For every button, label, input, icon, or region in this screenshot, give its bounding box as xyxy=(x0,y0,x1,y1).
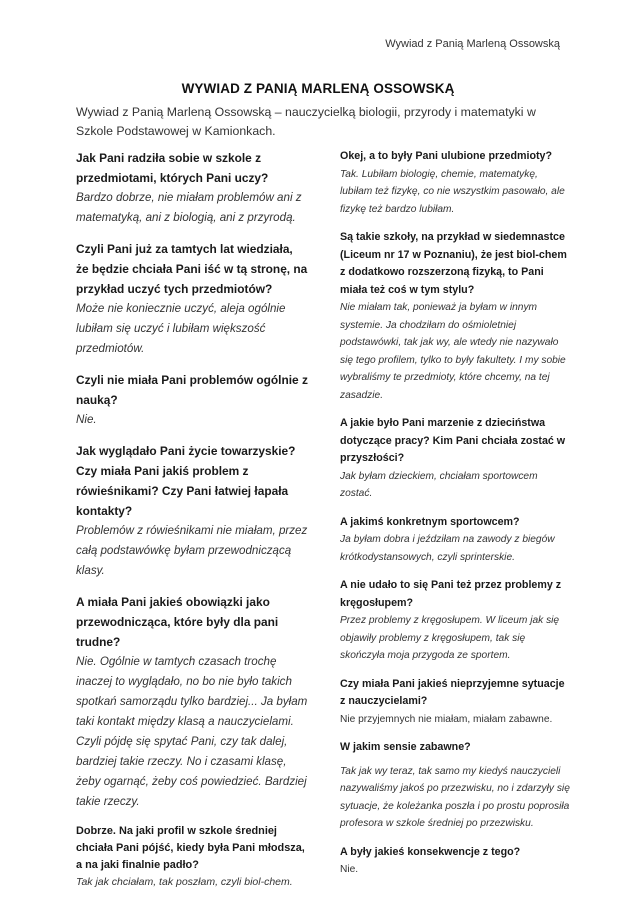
question: A nie udało to się Pani też przez problemy z kręgosłupem? xyxy=(340,579,562,609)
answer: Może nie koniecznie uczyć, aleja ogólnie lubiłam się uczyć i lubiłam większość przedmiotów. xyxy=(76,302,286,355)
intro-paragraph: Wywiad z Panią Marleną Ossowską – nauczycielką biologii, przyrody i matematyki w Szkole Podstawowej w Kamionkach. xyxy=(76,105,536,138)
answer: Przez problemy z kręgosłupem. W liceum jak się objawiły problemy z kręgosłupem, tak się skończyła moja przygoda ze sportem. xyxy=(340,615,560,661)
qa-item xyxy=(340,415,572,503)
answer: Jak byłam dzieckiem, chciałam sportowcem zostać. xyxy=(340,470,538,499)
question: A miała Pani jakieś obowiązki jako przewodnicząca, które były dla pani trudne? xyxy=(76,595,279,649)
answer: Tak. Lubiłam biologię, chemie, matematykę, lubiłam też fizykę, co nie wszystkim pasowało, ale fizykę też bardzo lubiłam. xyxy=(340,168,565,215)
right-column xyxy=(340,148,572,890)
question: Jak Pani radziła sobie w szkole z przedmiotami, których Pani uczy? xyxy=(76,151,269,185)
qa-item xyxy=(340,229,572,404)
qa-item xyxy=(340,844,572,879)
qa-item xyxy=(76,148,308,228)
qa-item xyxy=(340,148,572,218)
question: A jakie było Pani marzenie z dzieciństwa dotyczące pracy? Kim Pani chciała zostać w przyszłości? xyxy=(340,417,566,464)
answer: Ja byłam dobra i jeździłam na zawody z biegów krótkodystansowych, czyli sprinterskie. xyxy=(340,534,555,563)
answer: Bardzo dobrze, nie miałam problemów ani z matematyką, ani z biologią, ani z przyrodą. xyxy=(76,191,302,224)
answer: Nie miałam tak, ponieważ ja byłam w innym systemie. Ja chodziłam do ośmioletniej podstawówki, tak jak wy, ale wtedy nie nazywało się tego profilem, tylko to były fakultety. I my sobie wybraliśmy te przedmioty, które chcemy, na tej zasadzie. xyxy=(340,302,566,401)
question: A jakimś konkretnym sportowcem? xyxy=(340,515,520,528)
running-header: Wywiad z Panią Marleną Ossowską xyxy=(385,38,560,50)
answer: Nie. Ogólnie w tamtych czasach trochę inaczej to wyglądało, no bo nie było takich spotkań samorządu tylko bardziej... Ja byłam taki kontakt między klasą a nauczycielami. Czyli pójdę się spytać Pani, czy tak dalej, bardziej takie rzeczy. No i czasami klasę, żeby ogarnąć, żeby coś powiedzieć. Bardziej takie rzeczy. xyxy=(76,655,308,808)
left-column xyxy=(76,148,308,902)
answer: Nie. xyxy=(340,864,359,875)
qa-item xyxy=(340,739,572,833)
question: A były jakieś konsekwencje z tego? xyxy=(340,845,521,858)
question: Czy miała Pani jakieś nieprzyjemne sytuacje z nauczycielami? xyxy=(340,677,565,707)
question: W jakim sensie zabawne? xyxy=(340,741,471,753)
question: Są takie szkoły, na przykład w siedemnastce (Liceum nr 17 w Poznaniu), że jest biol-chem z dodatkowo rozszerzoną fizyką, to Pani miała też coś w tym stylu? xyxy=(340,231,567,296)
answer: Nie. xyxy=(76,413,97,426)
qa-item xyxy=(340,514,572,567)
qa-item xyxy=(340,577,572,665)
answer: Tak jak wy teraz, tak samo my kiedyś nauczycieli nazywaliśmy jakoś po przezwisku, no i zdarzyły się sytuacje, że koleżanka poszła i po prostu poprosiła profesora w szkole średniej po przezwisku. xyxy=(340,765,570,829)
question: Jak wyglądało Pani życie towarzyskie? Czy miała Pani jakiś problem z rówieśnikami? Czy Pani łatwiej łapała kontakty? xyxy=(76,444,296,518)
question: Dobrze. Na jaki profil w szkole średniej chciała Pani pójść, kiedy była Pani młodsza, a na jaki finalnie padło? xyxy=(76,825,305,871)
question: Okej, a to były Pani ulubione przedmioty? xyxy=(340,150,553,162)
qa-item xyxy=(76,441,308,581)
qa-item xyxy=(76,592,308,812)
document-title: WYWIAD Z PANIĄ MARLENĄ OSSOWSKĄ xyxy=(181,81,455,96)
question: Czyli nie miała Pani problemów ogólnie z nauką? xyxy=(76,373,308,407)
qa-item xyxy=(76,239,308,359)
question: Czyli Pani już za tamtych lat wiedziała, że będzie chciała Pani iść w tą stronę, na przykład uczyć tych przedmiotów? xyxy=(76,242,308,296)
qa-item xyxy=(76,823,308,891)
answer: Nie przyjemnych nie miałam, miałam zabawne. xyxy=(340,713,553,725)
answer: Tak jak chciałam, tak poszłam, czyli biol-chem. xyxy=(76,876,293,888)
qa-item xyxy=(340,676,572,729)
qa-item xyxy=(76,370,308,430)
answer: Problemów z rówieśnikami nie miałam, przez całą podstawówkę byłam przewodniczącą klasy. xyxy=(76,524,308,577)
